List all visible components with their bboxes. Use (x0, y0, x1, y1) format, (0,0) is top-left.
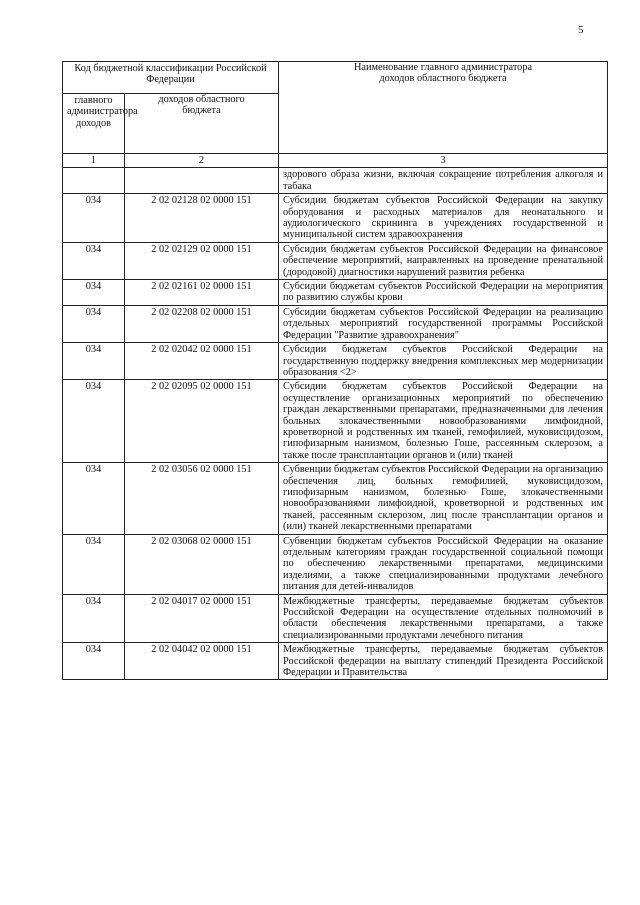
admin-code-cell (63, 168, 125, 194)
description-cell: Субвенции бюджетам субъектов Российской Федерации на организацию обеспечения лиц, больных гемофилией, муковисцидозом, гипофизарным нанизмом, болезнью Гоше, злокачественными новообразованиями лимфоидной, кроветворной и родственных им тканей, рассеянным склерозом, лиц после трансплантации органов и (или) тканей лекарственными препаратами (279, 463, 608, 534)
description-cell: Субсидии бюджетам субъектов Российской Федерации на осуществление организационных мероприятий по обеспечению граждан лекарственными препаратами, предназначенными для лечения больных злокачественными новообразованиями лимфоидной, кроветворной и родственных им тканей, гемофилией, муковисцидозом, гипофизарным нанизмом, болезнью Гоше, рассеянным склерозом, а также после трансплантации органов и (или) тканей (279, 380, 608, 463)
admin-code-cell: 034 (63, 463, 125, 534)
admin-code-cell: 034 (63, 305, 125, 342)
table-row (63, 594, 608, 643)
table-row (63, 168, 608, 194)
budget-code-cell (125, 168, 279, 194)
column-number: 3 (279, 154, 608, 168)
name-header: Наименование главного администратора доходов областного бюджета (279, 62, 608, 154)
kbk-header: Код бюджетной классификации Российской Федерации (63, 62, 279, 94)
budget-code-cell: 2 02 03068 02 0000 151 (125, 534, 279, 594)
table-row (63, 305, 608, 342)
budget-code-cell: 2 02 02129 02 0000 151 (125, 242, 279, 279)
budget-code-cell: 2 02 02095 02 0000 151 (125, 380, 279, 463)
budget-code-cell: 2 02 02208 02 0000 151 (125, 305, 279, 342)
table-row (63, 463, 608, 534)
table-row (63, 280, 608, 306)
admin-code-cell: 034 (63, 280, 125, 306)
budget-code-cell: 2 02 02128 02 0000 151 (125, 194, 279, 243)
admin-code-cell: 034 (63, 643, 125, 680)
admin-code-cell: 034 (63, 194, 125, 243)
admin-code-cell: 034 (63, 380, 125, 463)
admin-code-cell: 034 (63, 594, 125, 643)
admin-code-cell: 034 (63, 343, 125, 380)
budget-code-cell: 2 02 02042 02 0000 151 (125, 343, 279, 380)
budget-code-cell: 2 02 02161 02 0000 151 (125, 280, 279, 306)
table-row (63, 194, 608, 243)
admin-code-cell: 034 (63, 534, 125, 594)
column-number: 1 (63, 154, 125, 168)
description-cell: Субсидии бюджетам субъектов Российской Федерации на закупку оборудования и расходных материалов для неонатального и аудиологического скрининга в учреждениях государственной и муниципальной систем здравоохранения (279, 194, 608, 243)
table-row (63, 534, 608, 594)
table-row (63, 242, 608, 279)
description-cell: Субсидии бюджетам субъектов Российской Федерации на мероприятия по развитию службы крови (279, 280, 608, 306)
description-cell: Межбюджетные трансферты, передаваемые бюджетам субъектов Российской федерации на выплату стипендий Президента Российской Федерации и Правительства (279, 643, 608, 680)
revenue-table (62, 61, 608, 680)
description-cell: Субсидии бюджетам субъектов Российской Федерации на реализацию отдельных мероприятий государственной программы Российской Федерации "Развитие здравоохранения" (279, 305, 608, 342)
description-cell: Межбюджетные трансферты, передаваемые бюджетам субъектов Российской Федерации на осуществление отдельных полномочий в области обеспечения лекарственными препаратами, а также специализированными продуктами лечебного питания (279, 594, 608, 643)
income-header: доходов областного бюджета (125, 94, 279, 154)
table-row (63, 343, 608, 380)
description-cell: Субсидии бюджетам субъектов Российской Федерации на финансовое обеспечение мероприятий, направленных на проведение пренатальной (дородовой) диагностики нарушений развития ребенка (279, 242, 608, 279)
admin-header: главного администратора доходов (63, 94, 125, 154)
page-number: 5 (578, 24, 584, 36)
description-cell: Субвенции бюджетам субъектов Российской Федерации на оказание отдельным категориям граждан государственной социальной помощи по обеспечению лекарственными препаратами, медицинскими изделиями, а также специализированными продуктами лечебного питания для детей-инвалидов (279, 534, 608, 594)
table-row (63, 643, 608, 680)
budget-code-cell: 2 02 04042 02 0000 151 (125, 643, 279, 680)
column-number: 2 (125, 154, 279, 168)
admin-code-cell: 034 (63, 242, 125, 279)
budget-code-cell: 2 02 03056 02 0000 151 (125, 463, 279, 534)
table-row (63, 380, 608, 463)
budget-code-cell: 2 02 04017 02 0000 151 (125, 594, 279, 643)
description-cell: здорового образа жизни, включая сокращение потребления алкоголя и табака (279, 168, 608, 194)
description-cell: Субсидии бюджетам субъектов Российской Федерации на государственную поддержку внедрения комплексных мер модернизации образования <2> (279, 343, 608, 380)
